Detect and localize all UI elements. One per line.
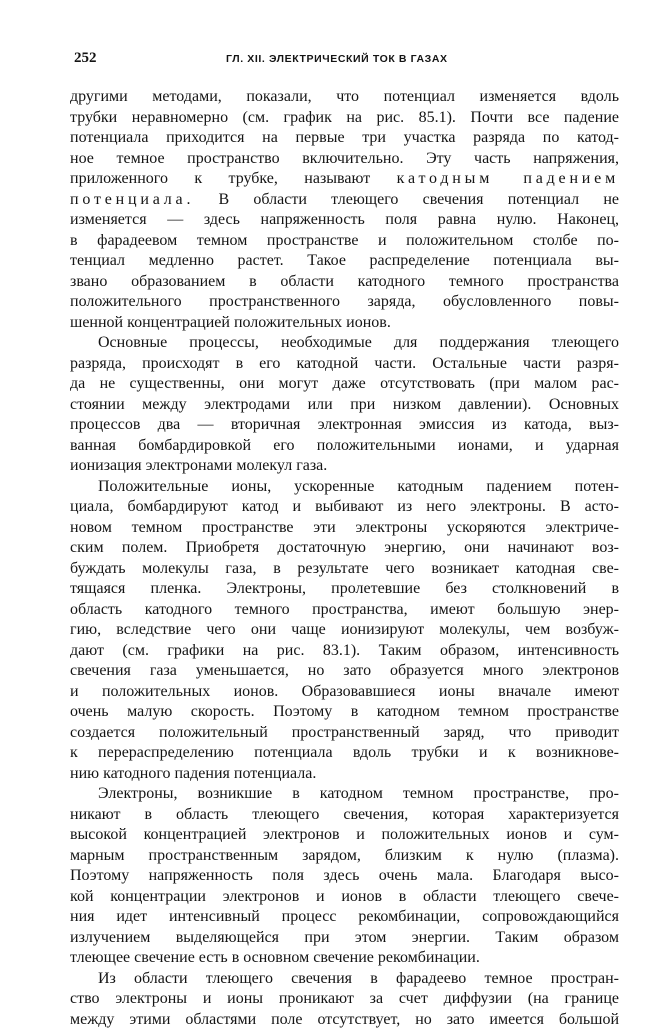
text-line: ионизация электронами молекул газа. <box>70 456 619 477</box>
text-line: кой концентрации электронов и ионов в области тлеющего свече- <box>70 887 619 908</box>
text-line: и положительных ионов. Образовавшиеся ионы вначале имеют <box>70 682 619 703</box>
text-line: гию, вследствие чего они чаще ионизируют молекулы, чем возбуж- <box>70 620 619 641</box>
text-line: разряда, происходят в его катодной части. Остальные части разря- <box>70 354 619 375</box>
text-line: ванная бомбардировкой его положительными ионами, и ударная <box>70 436 619 457</box>
text-line: ским полем. Приобретя достаточную энергию, они начинают воз- <box>70 538 619 559</box>
paragraph <box>70 477 619 785</box>
text-fragment: В области тлеющего свечения потенциал не <box>194 191 619 208</box>
page-header <box>74 50 619 70</box>
paragraph <box>70 969 619 1030</box>
text-line: создается положительный пространственный заряд, что приводит <box>70 723 619 744</box>
body-text <box>70 87 619 1030</box>
text-line <box>70 190 619 211</box>
text-line: излучением выделяющейся при этом энергии. Таким образом <box>70 928 619 949</box>
text-line: к перераспределению потенциала вдоль трубки и к возникнове- <box>70 743 619 764</box>
text-line: высокой концентрацией электронов и положительных ионов и сум- <box>70 825 619 846</box>
text-fragment: приложенного к трубке, называют <box>70 170 397 187</box>
text-line: стоянии между электродами или при низком давлении). Основных <box>70 395 619 416</box>
text-line: звано образованием в области катодного темного пространства <box>70 272 619 293</box>
text-line: циала, бомбардируют катод и выбивают из него электроны. В асто- <box>70 497 619 518</box>
text-line: процессов два — вторичная электронная эмиссия из катода, выз- <box>70 415 619 436</box>
text-line: нию катодного падения потенциала. <box>70 764 619 785</box>
text-line: тящаяся пленка. Электроны, пролетевшие без столкновений в <box>70 579 619 600</box>
text-line: буждать молекулы газа, в результате чего возникает катодная све- <box>70 559 619 580</box>
spaced-term: катодным падением <box>397 170 619 187</box>
text-line: в фарадеевом темном пространстве и положительном столбе по- <box>70 231 619 252</box>
text-line: ния идет интенсивный процесс рекомбинации, сопровождающийся <box>70 907 619 928</box>
text-line: Основные процессы, необходимые для поддержания тлеющего <box>70 333 619 354</box>
spaced-term: потенциала. <box>70 191 194 208</box>
text-line: положительного пространственного заряда, обусловленного повы- <box>70 292 619 313</box>
text-line: никают в область тлеющего свечения, которая характеризуется <box>70 805 619 826</box>
text-line: да не существенны, они могут даже отсутствовать (при малом рас- <box>70 374 619 395</box>
text-line: Поэтому напряженность поля здесь очень мала. Благодаря высо- <box>70 866 619 887</box>
text-line: тенциал медленно растет. Такое распределение потенциала вы- <box>70 251 619 272</box>
text-line: область катодного темного пространства, имеют большую энер- <box>70 600 619 621</box>
text-line: свечения газа уменьшается, но зато образуется много электронов <box>70 661 619 682</box>
text-line: марным пространственным зарядом, близким к нулю (плазма). <box>70 846 619 867</box>
text-line: шенной концентрацией положительных ионов. <box>70 313 619 334</box>
text-line: изменяется — здесь напряженность поля равна нулю. Наконец, <box>70 210 619 231</box>
text-line: другими методами, показали, что потенциал изменяется вдоль <box>70 87 619 108</box>
text-line: трубки неравномерно (см. график на рис. 85.1). Почти все падение <box>70 108 619 129</box>
paragraph <box>70 333 619 477</box>
paragraph <box>70 784 619 969</box>
text-line: ство электроны и ионы проникают за счет диффузии (на границе <box>70 989 619 1010</box>
text-line: новом темном пространстве эти электроны ускоряются электриче- <box>70 518 619 539</box>
paragraph <box>70 87 619 333</box>
text-line: между этими областями поле отсутствует, но зато имеется большой <box>70 1010 619 1030</box>
text-line: тлеющее свечение есть в основном свечение рекомбинации. <box>70 948 619 969</box>
text-line: Из области тлеющего свечения в фарадеево темное простран- <box>70 969 619 990</box>
text-line <box>70 169 619 190</box>
text-line: потенциала приходится на первые три участка разряда по катод- <box>70 128 619 149</box>
text-line: дают (см. графики на рис. 83.1). Таким образом, интенсивность <box>70 641 619 662</box>
text-line: Положительные ионы, ускоренные катодным падением потен- <box>70 477 619 498</box>
running-head: ГЛ. XII. ЭЛЕКТРИЧЕСКИЙ ТОК В ГАЗАХ <box>226 53 448 65</box>
page-number: 252 <box>74 50 97 67</box>
text-line: ное темное пространство включительно. Эту часть напряжения, <box>70 149 619 170</box>
text-line: Электроны, возникшие в катодном темном пространстве, про- <box>70 784 619 805</box>
text-line: очень малую скорость. Поэтому в катодном темном пространстве <box>70 702 619 723</box>
